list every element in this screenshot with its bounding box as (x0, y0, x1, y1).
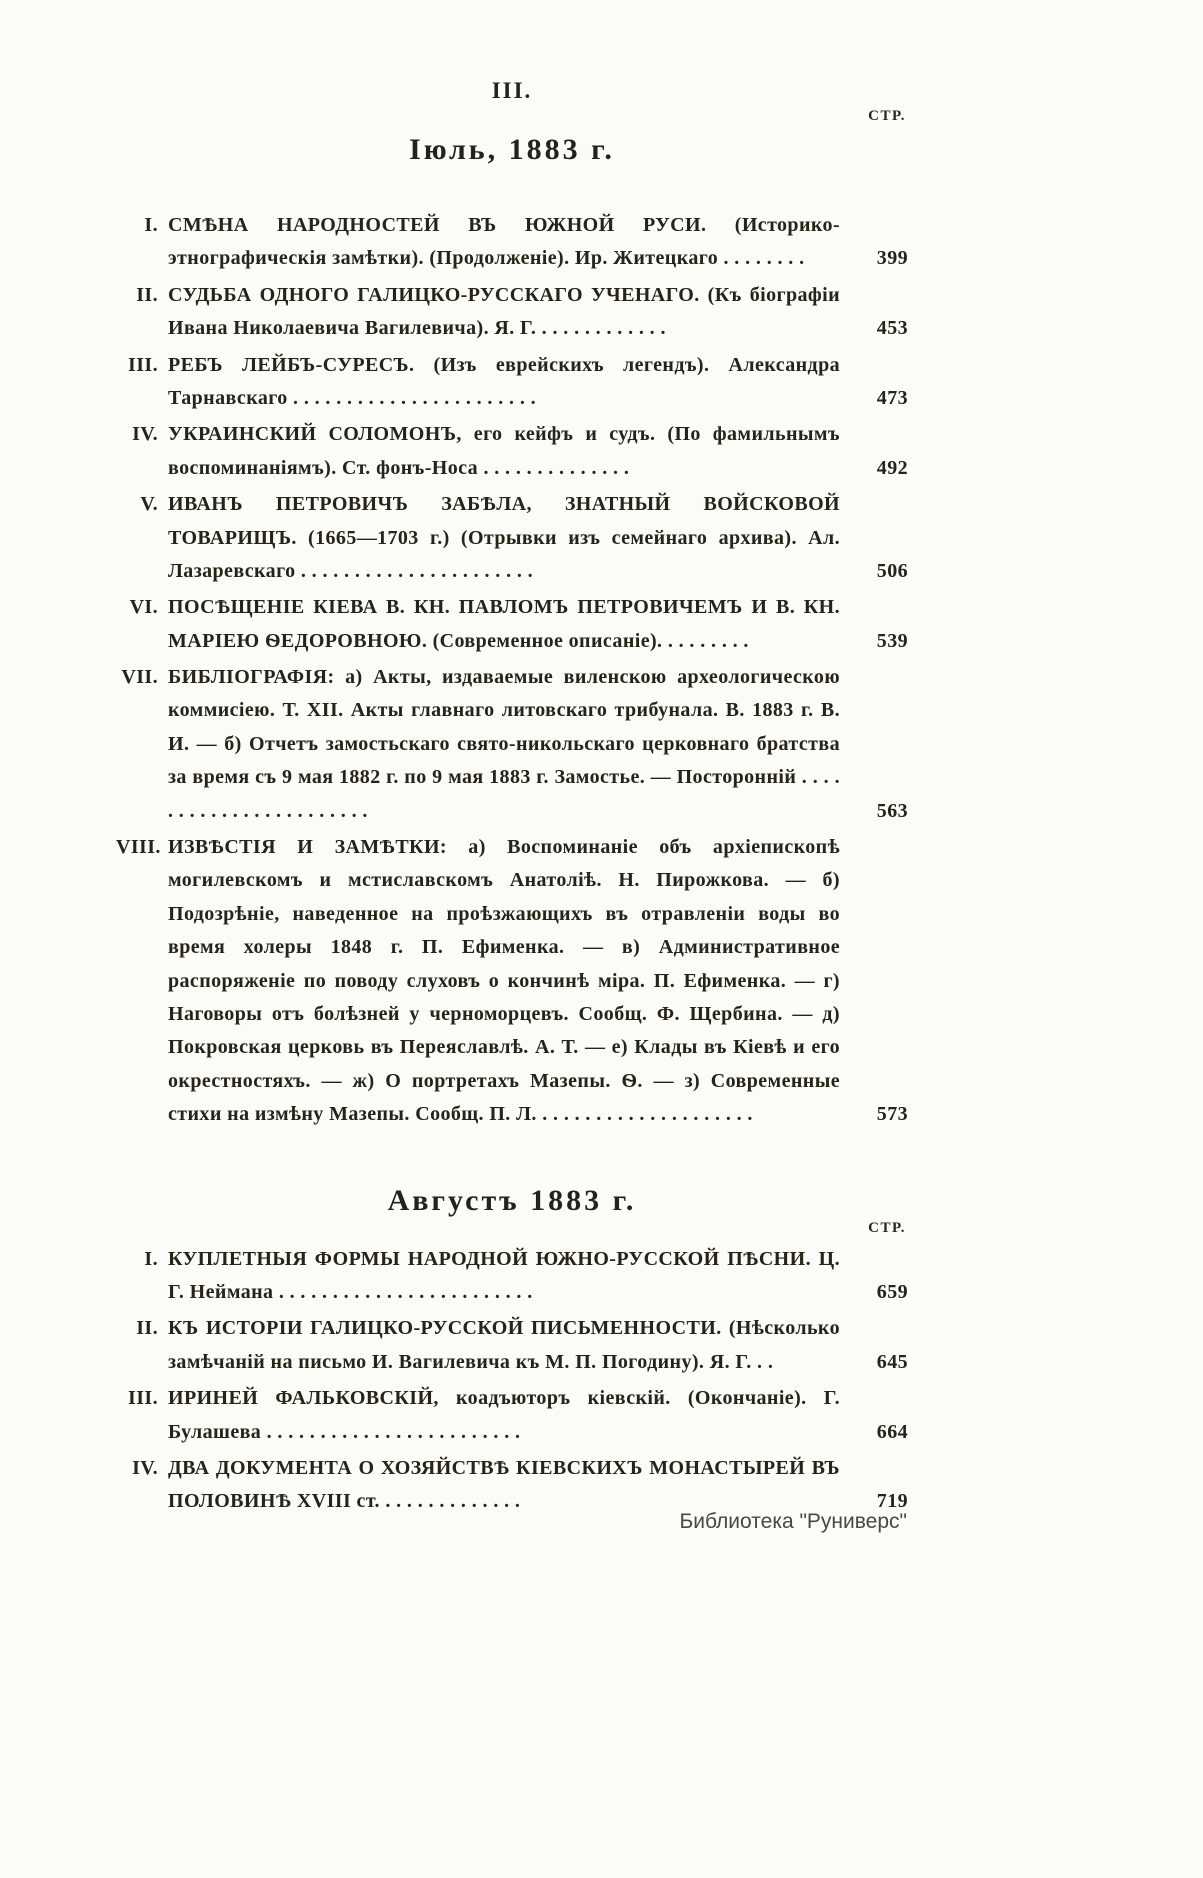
entry-number: I. (144, 214, 158, 236)
toc-entry (116, 279, 908, 346)
toc-section-august (116, 1184, 908, 1519)
page-folio: III. (491, 78, 533, 103)
entry-text: РЕБЪ ЛЕЙБЪ-СУРЕСЪ. (Изъ еврейскихъ легендъ). Александра Тарнавскаго . . . . . . . . . . . . . . . . . . . . . . . (168, 353, 840, 409)
entry-number: II. (136, 1317, 158, 1340)
entry-number: VII. (121, 666, 158, 689)
entry-text: ИРИНЕЙ ФАЛЬКОВСКІЙ, коадъюторъ кіевскій. (Окончаніе). Г. Булашева . . . . . . . . . . . . . . . . . . . . . . . . (168, 1387, 840, 1443)
entry-number: III. (128, 353, 158, 376)
entry-number: II. (136, 283, 158, 306)
page-column-label-july: СТР. (868, 108, 906, 124)
entry-page-number: 539 (876, 629, 908, 652)
toc-entry (116, 591, 908, 658)
entry-text: УКРАИНСКИЙ СОЛОМОНЪ, его кейфъ и судъ. (По фамильнымъ воспоминаніямъ). Ст. фонъ-Носа . . . . . . . . . . . . . . (168, 423, 840, 479)
entry-page-number: 453 (876, 317, 908, 340)
entry-text: СУДЬБА ОДНОГО ГАЛИЦКО-РУССКАГО УЧЕНАГО. (Къ біографіи Ивана Николаевича Вагилевича). Я. Г. . . . . . . . . . . . . (168, 283, 840, 340)
toc-section-july (116, 108, 908, 1132)
entry-number: III. (128, 1387, 158, 1410)
entry-number: IV. (132, 1456, 158, 1479)
entry-number: I. (144, 1247, 158, 1270)
entry-text: БИБЛІОГРАФІЯ: а) Акты, издаваемые виленскою археологическою коммисіею. Т. XII. Акты главнаго литовскаго трибунала. В. 1883 г. В. И. — б) Отчетъ замостьскаго свято-никольскаго церковнаго братства за время съ 9 мая 1882 г. по 9 мая 1883 г. Замостье. — Посторонній . . . . . . . . . . . . . . . . . . . . . . . (168, 666, 840, 822)
toc-entry (116, 1243, 908, 1310)
toc-entry (116, 1452, 908, 1519)
section-title-july: Іюль, 1883 г. (409, 133, 615, 166)
toc-entries-august (116, 1243, 908, 1519)
entry-page-number: 563 (876, 799, 908, 822)
entry-text: СМѢНА НАРОДНОСТЕЙ ВЪ ЮЖНОЙ РУСИ. (Историко-этнографическія замѣтки). (Продолженіе). Ир. Житецкаго . . . . . . . . (168, 214, 840, 270)
toc-entry (116, 209, 908, 276)
entry-text: ПОСѢЩЕНІЕ КІЕВА В. КН. ПАВЛОМЪ ПЕТРОВИЧЕМЪ И В. КН. МАРІЕЮ ѲЕДОРОВНОЮ. (Современное описаніе). . . . . . . . . (168, 596, 840, 652)
entry-page-number: 492 (876, 456, 908, 479)
entry-number: VIII. (116, 836, 161, 859)
toc-entry (116, 1312, 908, 1379)
entry-page-number: 473 (876, 386, 908, 409)
entry-text: ИЗВѢСТІЯ И ЗАМѢТКИ: а) Воспоминаніе объ архіепископѣ могилевскомъ и мстиславскомъ Анатоліѣ. Н. Пирожкова. — б) Подозрѣніе, наведенное на проѣзжающихъ въ отравленіи воды во время холеры 1848 г. П. Ефименка. — в) Административное распоряженіе по поводу слуховъ о кончинѣ міра. П. Ефименка. — г) Наговоры отъ болѣзней у черноморцевъ. Сообщ. Ф. Щербина. — д) Покровская церковь въ Переяславлѣ. А. Т. — е) Клады въ Кіевѣ и его окрестностяхъ. — ж) О портретахъ Мазепы. Ѳ. — з) Современные стихи на измѣну Мазепы. Сообщ. П. Л. . . . . . . . . . . . . . . . . . . . . (168, 836, 840, 1126)
entry-page-number: 719 (876, 1490, 908, 1513)
toc-entry (116, 418, 908, 485)
entry-page-number: 399 (876, 247, 908, 270)
toc-entry (116, 349, 908, 416)
entry-page-number: 645 (876, 1350, 908, 1373)
page-content (116, 78, 908, 1522)
entry-number: VI. (129, 596, 158, 619)
toc-entries-july (116, 209, 908, 1132)
entry-page-number: 506 (876, 559, 908, 582)
toc-entry (116, 488, 908, 588)
section-title-august: Августъ 1883 г. (387, 1183, 637, 1217)
toc-entry (116, 1382, 908, 1449)
entry-number: IV. (132, 423, 158, 446)
page-column-label-august: СТР. (868, 1219, 906, 1236)
toc-entry (116, 831, 908, 1132)
library-watermark: Библиотека "Руниверс" (679, 1510, 907, 1533)
entry-page-number: 664 (876, 1420, 908, 1443)
entry-text: ИВАНЪ ПЕТРОВИЧЪ ЗАБѢЛА, ЗНАТНЫЙ ВОЙСКОВОЙ ТОВАРИЩЪ. (1665—1703 г.) (Отрывки изъ семейнаго архива). Ал. Лазаревскаго . . . . . . . . . . . . . . . . . . . . . . (168, 493, 840, 582)
entry-page-number: 659 (876, 1280, 908, 1303)
entry-page-number: 573 (876, 1103, 908, 1126)
toc-entry (116, 661, 908, 828)
entry-text: КЪ ИСТОРІИ ГАЛИЦКО-РУССКОЙ ПИСЬМЕННОСТИ. (Нѣсколько замѣчаній на письмо И. Вагилевича къ М. П. Погодину). Я. Г. . . (168, 1317, 840, 1373)
entry-number: V. (140, 493, 158, 516)
entry-text: ДВА ДОКУМЕНТА О ХОЗЯЙСТВѢ КІЕВСКИХЪ МОНАСТЫРЕЙ ВЪ ПОЛОВИНѢ XVIII ст. . . . . . . . . . . . . . (168, 1456, 840, 1513)
entry-text: КУПЛЕТНЫЯ ФОРМЫ НАРОДНОЙ ЮЖНО-РУССКОЙ ПѢСНИ. Ц. Г. Неймана . . . . . . . . . . . . . . . . . . . . . . . . (168, 1247, 840, 1303)
